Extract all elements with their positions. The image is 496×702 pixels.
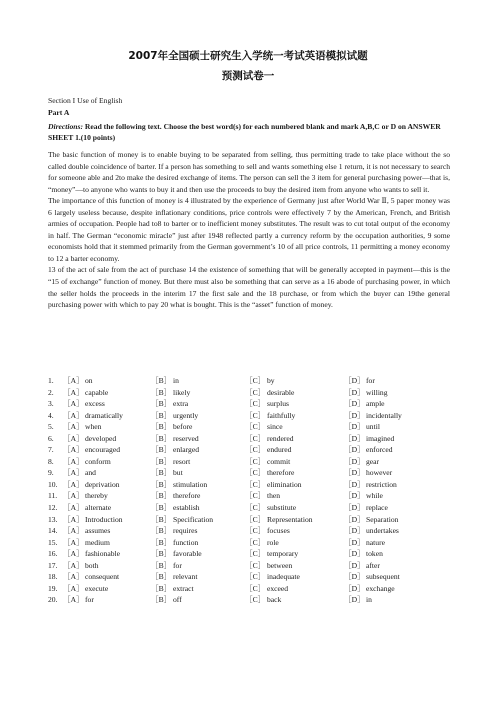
option-d	[344, 594, 424, 606]
part-heading: Part A	[48, 108, 70, 117]
question-number: 18.	[48, 572, 58, 582]
option-c	[245, 560, 344, 572]
option-word: temporary	[267, 549, 299, 559]
option-letter: ［A］	[63, 514, 84, 524]
option-letter: ［B］	[151, 456, 172, 466]
option-word: imagined	[366, 433, 395, 443]
option-word: enforced	[366, 445, 393, 455]
option-row	[48, 571, 458, 583]
option-c	[245, 594, 344, 606]
option-word: Specification	[173, 514, 214, 524]
option-word: focuses	[267, 526, 290, 536]
option-letter: ［A］	[63, 595, 84, 605]
option-word: when	[85, 422, 102, 432]
option-letter: ［C］	[245, 376, 266, 385]
option-a	[63, 583, 151, 595]
option-letter: ［A］	[63, 422, 84, 432]
option-d	[344, 583, 424, 595]
option-d	[344, 548, 424, 560]
option-letter: ［D］	[344, 595, 365, 605]
option-word: for	[85, 595, 94, 605]
option-letter: ［A］	[63, 387, 84, 397]
option-word: Representation	[267, 514, 313, 524]
option-letter: ［C］	[245, 468, 266, 478]
option-letter: ［B］	[151, 583, 172, 593]
option-word: in	[173, 376, 179, 385]
option-letter: ［C］	[245, 410, 266, 420]
option-word: Introduction	[85, 514, 123, 524]
option-letter: ［B］	[151, 572, 172, 582]
option-row	[48, 398, 458, 410]
option-d	[344, 525, 424, 537]
option-letter: ［D］	[344, 387, 365, 397]
option-word: fashionable	[85, 549, 121, 559]
option-word: faithfully	[267, 410, 296, 420]
option-word: deprivation	[85, 479, 120, 489]
option-word: willing	[366, 387, 388, 397]
option-d	[344, 456, 424, 468]
option-letter: ［A］	[63, 445, 84, 455]
option-d	[344, 433, 424, 445]
option-b	[151, 410, 245, 422]
section-heading: Section I Use of English	[48, 96, 123, 105]
option-letter: ［A］	[63, 583, 84, 593]
option-word: since	[267, 422, 283, 432]
option-letter: ［A］	[63, 410, 84, 420]
option-word: and	[85, 468, 96, 478]
option-a	[63, 421, 151, 433]
option-a	[63, 502, 151, 514]
option-letter: ［B］	[151, 560, 172, 570]
option-word: endured	[267, 445, 292, 455]
option-row	[48, 490, 458, 502]
directions-label: Directions:	[48, 122, 84, 131]
option-word: until	[366, 422, 380, 432]
option-letter: ［D］	[344, 422, 365, 432]
option-word: resort	[173, 456, 191, 466]
option-word: in	[366, 595, 372, 605]
option-c	[245, 444, 344, 456]
option-c	[245, 387, 344, 399]
option-letter: ［D］	[344, 410, 365, 420]
option-b	[151, 525, 245, 537]
option-letter: ［B］	[151, 503, 172, 513]
option-letter: ［A］	[63, 560, 84, 570]
option-row	[48, 537, 458, 549]
option-letter: ［D］	[344, 583, 365, 593]
question-number: 17.	[48, 560, 58, 570]
option-row	[48, 410, 458, 422]
option-c	[245, 433, 344, 445]
option-letter: ［A］	[63, 376, 84, 385]
option-a	[63, 514, 151, 526]
option-word: conform	[85, 456, 111, 466]
option-row	[48, 514, 458, 526]
option-a	[63, 537, 151, 549]
option-letter: ［A］	[63, 479, 84, 489]
option-word: establish	[173, 503, 200, 513]
question-number: 15.	[48, 537, 58, 547]
option-word: ample	[366, 399, 385, 409]
question-number: 11.	[48, 491, 58, 501]
question-number: 5.	[48, 422, 54, 432]
option-word: undertakes	[366, 526, 399, 536]
option-letter: ［B］	[151, 595, 172, 605]
option-word: for	[366, 376, 375, 385]
option-c	[245, 467, 344, 479]
option-letter: ［D］	[344, 514, 365, 524]
option-word: alternate	[85, 503, 112, 513]
document-subtitle: 预测试卷一	[221, 70, 275, 82]
option-word: restriction	[366, 479, 397, 489]
question-number: 16.	[48, 549, 58, 559]
option-letter: ［C］	[245, 422, 266, 432]
option-letter: ［D］	[344, 537, 365, 547]
option-letter: ［C］	[245, 387, 266, 397]
option-word: for	[173, 560, 182, 570]
option-word: therefore	[173, 491, 201, 501]
option-d	[344, 502, 424, 514]
question-number: 7.	[48, 445, 54, 455]
option-word: role	[267, 537, 279, 547]
option-a	[63, 467, 151, 479]
option-word: extract	[173, 583, 194, 593]
option-letter: ［B］	[151, 514, 172, 524]
option-row	[48, 467, 458, 479]
passage-paragraph: 13 of the act of sale from the act of purchase 14 the existence of something that will be generally accepted in payment—this is the “15 of exchange” function of money. But there must also be something that can serve as a 16 abode of purchasing power, in which the seller holds the proceeds in the interim 17 the first sale and the 18 purchase, or from which the buyer can 19the general purchasing power with which to pay 20 what is bought. This is the “asset” function of money.	[48, 265, 450, 310]
option-word: then	[267, 491, 281, 501]
option-letter: ［B］	[151, 549, 172, 559]
option-letter: ［A］	[63, 549, 84, 559]
option-letter: ［C］	[245, 595, 266, 605]
option-a	[63, 410, 151, 422]
option-a	[63, 375, 151, 387]
option-word: gear	[366, 456, 380, 466]
option-c	[245, 398, 344, 410]
option-c	[245, 375, 344, 387]
option-row	[48, 548, 458, 560]
option-letter: ［D］	[344, 456, 365, 466]
option-letter: ［C］	[245, 479, 266, 489]
directions	[48, 121, 450, 143]
option-word: requires	[173, 526, 198, 536]
option-letter: ［C］	[245, 572, 266, 582]
option-word: extra	[173, 399, 189, 409]
option-word: surplus	[267, 399, 289, 409]
question-number: 2.	[48, 387, 54, 397]
option-a	[63, 479, 151, 491]
option-letter: ［B］	[151, 410, 172, 420]
option-d	[344, 375, 424, 387]
option-row	[48, 433, 458, 445]
option-word: function	[173, 537, 199, 547]
option-word: replace	[366, 503, 388, 513]
options-list	[48, 375, 458, 606]
option-letter: ［D］	[344, 491, 365, 501]
passage	[48, 149, 450, 311]
option-d	[344, 490, 424, 502]
option-row	[48, 525, 458, 537]
question-number: 12.	[48, 503, 58, 513]
option-d	[344, 571, 424, 583]
option-word: while	[366, 491, 383, 501]
option-d	[344, 537, 424, 549]
option-c	[245, 490, 344, 502]
option-letter: ［A］	[63, 526, 84, 536]
option-b	[151, 444, 245, 456]
option-word: capable	[85, 387, 109, 397]
option-c	[245, 456, 344, 468]
question-number: 8.	[48, 456, 54, 466]
option-row	[48, 479, 458, 491]
question-number: 10.	[48, 479, 58, 489]
option-word: inadequate	[267, 572, 300, 582]
option-word: enlarged	[173, 445, 200, 455]
option-letter: ［A］	[63, 399, 84, 409]
option-word: assumes	[85, 526, 111, 536]
option-word: off	[173, 595, 182, 605]
option-b	[151, 490, 245, 502]
option-row	[48, 583, 458, 595]
option-letter: ［B］	[151, 433, 172, 443]
option-letter: ［B］	[151, 422, 172, 432]
option-letter: ［D］	[344, 549, 365, 559]
option-c	[245, 548, 344, 560]
option-a	[63, 525, 151, 537]
option-letter: ［B］	[151, 445, 172, 455]
option-a	[63, 571, 151, 583]
option-letter: ［D］	[344, 433, 365, 443]
option-letter: ［B］	[151, 399, 172, 409]
option-b	[151, 433, 245, 445]
option-d	[344, 444, 424, 456]
option-c	[245, 583, 344, 595]
option-letter: ［C］	[245, 549, 266, 559]
directions-text: Read the following text. Choose the best word(s) for each numbered blank and mark A,B,C or D on ANSWER SHEET 1.(10 points)	[48, 122, 441, 142]
option-word: on	[85, 376, 93, 385]
question-number: 14.	[48, 526, 58, 536]
option-word: exchange	[366, 583, 395, 593]
option-d	[344, 410, 424, 422]
option-word: after	[366, 560, 380, 570]
question-number: 9.	[48, 468, 54, 478]
option-letter: ［D］	[344, 560, 365, 570]
option-b	[151, 467, 245, 479]
option-d	[344, 421, 424, 433]
option-word: however	[366, 468, 393, 478]
option-letter: ［A］	[63, 433, 84, 443]
option-word: therefore	[267, 468, 295, 478]
option-c	[245, 514, 344, 526]
option-word: before	[173, 422, 193, 432]
option-word: Separation	[366, 514, 399, 524]
option-letter: ［A］	[63, 572, 84, 582]
option-word: token	[366, 549, 383, 559]
option-letter: ［D］	[344, 376, 365, 385]
option-b	[151, 456, 245, 468]
option-letter: ［C］	[245, 456, 266, 466]
option-word: commit	[267, 456, 291, 466]
document-title: 2007年全国硕士研究生入学统一考试英语模拟试题	[128, 50, 368, 62]
question-number: 20.	[48, 595, 58, 605]
option-row	[48, 387, 458, 399]
option-letter: ［C］	[245, 399, 266, 409]
option-word: execute	[85, 583, 109, 593]
option-c	[245, 571, 344, 583]
option-letter: ［D］	[344, 503, 365, 513]
option-a	[63, 490, 151, 502]
option-a	[63, 444, 151, 456]
option-letter: ［B］	[151, 468, 172, 478]
option-c	[245, 537, 344, 549]
option-letter: ［D］	[344, 526, 365, 536]
option-b	[151, 583, 245, 595]
option-b	[151, 537, 245, 549]
option-word: consequent	[85, 572, 120, 582]
option-letter: ［C］	[245, 583, 266, 593]
option-letter: ［A］	[63, 503, 84, 513]
option-a	[63, 456, 151, 468]
option-b	[151, 375, 245, 387]
option-d	[344, 479, 424, 491]
option-word: between	[267, 560, 293, 570]
option-c	[245, 479, 344, 491]
option-row	[48, 375, 458, 387]
option-d	[344, 467, 424, 479]
option-c	[245, 502, 344, 514]
option-row	[48, 444, 458, 456]
option-letter: ［C］	[245, 433, 266, 443]
option-a	[63, 548, 151, 560]
option-word: favorable	[173, 549, 202, 559]
option-letter: ［D］	[344, 399, 365, 409]
option-word: dramatically	[85, 410, 123, 420]
option-word: by	[267, 376, 275, 385]
question-number: 4.	[48, 410, 54, 420]
option-d	[344, 387, 424, 399]
option-letter: ［C］	[245, 560, 266, 570]
option-d	[344, 514, 424, 526]
option-word: reserved	[173, 433, 199, 443]
option-d	[344, 560, 424, 572]
option-word: subsequent	[366, 572, 400, 582]
option-letter: ［C］	[245, 503, 266, 513]
option-b	[151, 479, 245, 491]
option-a	[63, 594, 151, 606]
option-letter: ［C］	[245, 537, 266, 547]
option-b	[151, 514, 245, 526]
option-word: excess	[85, 399, 105, 409]
option-row	[48, 502, 458, 514]
option-word: medium	[85, 537, 110, 547]
option-a	[63, 387, 151, 399]
option-letter: ［B］	[151, 376, 172, 385]
option-b	[151, 571, 245, 583]
option-c	[245, 410, 344, 422]
option-letter: ［B］	[151, 387, 172, 397]
option-word: urgently	[173, 410, 199, 420]
option-letter: ［C］	[245, 445, 266, 455]
option-b	[151, 398, 245, 410]
option-letter: ［A］	[63, 537, 84, 547]
question-number: 1.	[48, 376, 54, 385]
option-b	[151, 548, 245, 560]
option-d	[344, 398, 424, 410]
passage-paragraph: The basic function of money is to enable buying to be separated from selling, thus permitting trade to take place without the so called double coincidence of barter. If a person has something to sell and wants something else 1 return, it is not necessary to search for someone able and 2to make the desired exchange of items. The person can sell the 3 item for general purchasing power—that is, “money”—to anyone who wants to buy it and then use the proceeds to buy the desired item from anyone who wants to sell it.	[48, 150, 450, 194]
option-word: rendered	[267, 433, 294, 443]
question-number: 3.	[48, 399, 54, 409]
option-word: thereby	[85, 491, 108, 501]
option-letter: ［D］	[344, 572, 365, 582]
option-word: both	[85, 560, 99, 570]
option-letter: ［B］	[151, 479, 172, 489]
option-letter: ［A］	[63, 491, 84, 501]
passage-paragraph: The importance of this function of money is 4 illustrated by the experience of Germany just after World War Ⅱ, 5 paper money was 6 largely useless because, despite inflationary conditions, price controls were effectively 7 by the American, French, and British armies of occupation. People had to8 to barter or to inefficient money substitutes. The result was to cut total output of the economy in half. The German “economic miracle” just after 1948 reflected partly a currency reform by the occupation authorities, 9 some economists hold that it stemmed primarily from the German government’s 10 of all price controls, 11 permitting a money economy to 12 a barter economy.	[48, 196, 450, 263]
option-letter: ［A］	[63, 468, 84, 478]
option-word: but	[173, 468, 183, 478]
option-letter: ［C］	[245, 514, 266, 524]
option-letter: ［C］	[245, 526, 266, 536]
option-b	[151, 387, 245, 399]
option-c	[245, 421, 344, 433]
option-letter: ［D］	[344, 468, 365, 478]
option-word: likely	[173, 387, 191, 397]
option-letter: ［D］	[344, 479, 365, 489]
option-row	[48, 456, 458, 468]
question-number: 6.	[48, 433, 54, 443]
option-letter: ［A］	[63, 456, 84, 466]
option-word: exceed	[267, 583, 289, 593]
option-letter: ［D］	[344, 445, 365, 455]
option-b	[151, 560, 245, 572]
option-a	[63, 398, 151, 410]
option-b	[151, 594, 245, 606]
option-word: encouraged	[85, 445, 120, 455]
option-word: relevant	[173, 572, 198, 582]
option-word: developed	[85, 433, 117, 443]
option-word: desirable	[267, 387, 295, 397]
option-word: substitute	[267, 503, 297, 513]
option-letter: ［B］	[151, 537, 172, 547]
option-b	[151, 502, 245, 514]
option-letter: ［B］	[151, 491, 172, 501]
option-word: stimulation	[173, 479, 208, 489]
option-row	[48, 421, 458, 433]
option-a	[63, 560, 151, 572]
option-word: elimination	[267, 479, 302, 489]
option-word: incidentally	[366, 410, 402, 420]
option-letter: ［B］	[151, 526, 172, 536]
option-row	[48, 560, 458, 572]
option-letter: ［C］	[245, 491, 266, 501]
option-a	[63, 433, 151, 445]
option-word: nature	[366, 537, 385, 547]
option-c	[245, 525, 344, 537]
question-number: 19.	[48, 583, 58, 593]
option-b	[151, 421, 245, 433]
question-number: 13.	[48, 514, 58, 524]
option-word: back	[267, 595, 282, 605]
option-row	[48, 594, 458, 606]
